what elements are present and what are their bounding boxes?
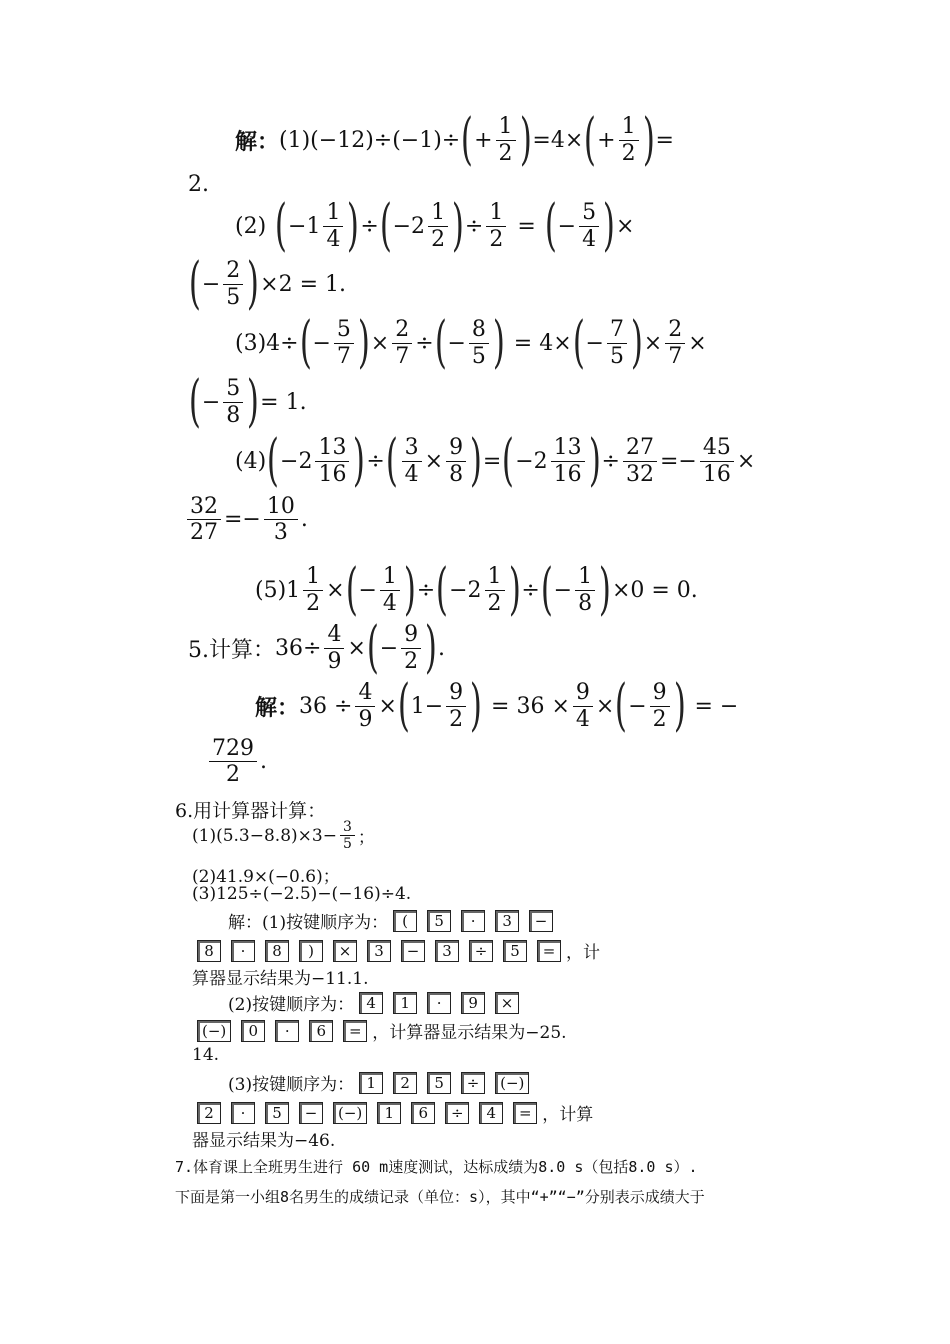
fraction: $\frac{27}{32}$ <box>623 435 657 487</box>
fraction: $\frac{2}{7}$ <box>392 317 412 369</box>
operator: ÷ <box>601 448 620 474</box>
calculator-key: − <box>299 1102 323 1124</box>
operator: ÷ <box>415 330 434 356</box>
fraction: $\frac{5}{7}$ <box>334 317 354 369</box>
expr-text: = <box>655 127 674 153</box>
fraction: $\frac{1}{2}$ <box>619 114 639 166</box>
paren-group: ( 1− $\frac{9}{2}$ ) <box>397 673 483 738</box>
solution-label: 解： <box>255 694 300 721</box>
sign: −2 <box>515 448 548 474</box>
sign: − <box>312 330 331 356</box>
calculator-key: 2 <box>393 1072 417 1094</box>
calculator-key: ÷ <box>445 1102 469 1124</box>
calculator-key: (−) <box>197 1020 231 1042</box>
paren-group: ( −2 $\frac{13}{16}$ ) <box>267 428 366 493</box>
expr-text: 2. <box>188 172 209 197</box>
sign: + <box>597 127 616 153</box>
fraction: $\frac{3}{4}$ <box>402 435 422 487</box>
result-text: 算器显示结果为−11.1. <box>192 969 369 989</box>
operator: ÷ <box>521 577 540 603</box>
result-text: 14. <box>192 1045 220 1065</box>
expr-text: (2)41.9×(−0.6)； <box>192 867 340 887</box>
calculator-key: × <box>495 992 519 1014</box>
calculator-key: = <box>513 1102 537 1124</box>
paren-group: ( −2 $\frac{1}{2}$ ) <box>379 193 465 258</box>
operator: ÷ <box>360 213 379 239</box>
calculator-key: − <box>529 910 553 932</box>
expr-text: (1)(−12)÷(−1)÷ <box>279 127 461 153</box>
fraction: $\frac{4}{9}$ <box>324 622 344 674</box>
calculator-key: · <box>427 992 451 1014</box>
q6-sol1 <box>228 908 558 933</box>
sign: − <box>628 693 647 719</box>
operator: × <box>643 330 663 356</box>
fraction: $\frac{1}{2}$ <box>428 200 448 252</box>
fraction: $\frac{9}{4}$ <box>573 680 593 732</box>
q6-sol3 <box>228 1070 534 1095</box>
fraction: $\frac{2}{7}$ <box>665 317 685 369</box>
fraction: $\frac{1}{4}$ <box>323 200 343 252</box>
item-number: (4) <box>235 448 267 474</box>
expr-text: (3)4÷ <box>235 330 299 356</box>
q6-sol3-result <box>192 1126 335 1151</box>
expr-text: =4× <box>532 127 584 153</box>
q4-line4 <box>235 428 756 493</box>
paren-group: ( − $\frac{2}{5}$ ) <box>188 251 260 316</box>
q5-statement <box>188 615 446 680</box>
paren-group: ( − $\frac{9}{2}$ ) <box>366 615 438 680</box>
paren-group: ( $\frac{3}{4}$ × $\frac{9}{8}$ ) <box>385 428 483 493</box>
calculator-key: (−) <box>495 1072 529 1094</box>
q4-line3 <box>235 310 707 375</box>
calculator-key: 3 <box>495 910 519 932</box>
paren-group: ( − $\frac{5}{8}$ ) <box>188 369 260 434</box>
paren-group: ( − $\frac{9}{2}$ ) <box>615 673 686 738</box>
fraction: $\frac{45}{16}$ <box>700 435 734 487</box>
q5-solution <box>255 673 739 738</box>
key-sequence-tail: ，计 <box>566 943 600 963</box>
operator: × <box>326 577 345 603</box>
expr-text: = 36 × <box>491 693 570 719</box>
q7-line2 <box>175 1186 705 1207</box>
key-sequence-label: 解：(1)按键顺序为： <box>228 913 389 933</box>
paren-group: ( − $\frac{7}{5}$ ) <box>572 310 643 375</box>
paren-group: ( −1 $\frac{1}{4}$ ) <box>275 193 360 258</box>
q6-sol3-keys <box>192 1100 593 1125</box>
expr-text: . <box>300 507 308 533</box>
q7-line1 <box>175 1156 698 1177</box>
q4-line4-cont <box>184 494 308 546</box>
fraction: $\frac{3}{5}$ <box>340 819 355 852</box>
calculator-key: 5 <box>427 910 451 932</box>
sign: − <box>358 577 377 603</box>
sign: − <box>201 271 221 297</box>
q6-part1 <box>192 819 375 852</box>
key-sequence-label: (2)按键顺序为： <box>228 995 355 1015</box>
q6-part3 <box>192 884 411 904</box>
operator: × <box>347 635 366 661</box>
fraction: $\frac{1}{2}$ <box>486 200 506 252</box>
question-text: 7.体育课上全班男生进行 60 m速度测试，达标成绩为8.0 s（包括8.0 s）. <box>175 1158 698 1176</box>
operator: ÷ <box>366 448 385 474</box>
expr-text: . <box>260 749 267 775</box>
expr-text: (3)125÷(−2.5)−(−16)÷4. <box>192 884 412 904</box>
fraction: $\frac{1}{4}$ <box>380 564 400 616</box>
fraction: $\frac{1}{2}$ <box>303 564 323 616</box>
fraction: $\frac{5}{8}$ <box>223 376 243 428</box>
calculator-key: 4 <box>359 992 383 1014</box>
fraction: $\frac{1}{8}$ <box>575 564 595 616</box>
sign: −2 <box>392 213 426 239</box>
question-label: 5.计算： <box>188 637 275 663</box>
result-text: 器显示结果为−46. <box>192 1131 336 1151</box>
expr-text: = − <box>694 693 739 719</box>
sign: −2 <box>280 448 313 474</box>
calculator-key: · <box>275 1020 299 1042</box>
key-sequence-label: (3)按键顺序为： <box>228 1075 355 1095</box>
q6-sol1-result <box>192 964 369 989</box>
paren-group: ( − $\frac{1}{4}$ ) <box>345 557 416 622</box>
calculator-key: − <box>401 940 425 962</box>
expr-text: (1)(5.3−8.8)×3− <box>192 825 337 846</box>
fraction: $\frac{32}{27}$ <box>187 494 221 546</box>
calculator-key: = <box>343 1020 367 1042</box>
expr-text: = 4× <box>513 330 572 356</box>
operator: × <box>378 693 397 719</box>
sign: −2 <box>449 577 482 603</box>
operator: × <box>688 330 707 356</box>
question-text: 下面是第一小组8名男生的成绩记录（单位：s），其中“+”“−”分别表示成绩大于 <box>175 1188 705 1206</box>
sign: − <box>557 213 577 239</box>
fraction: $\frac{9}{2}$ <box>401 622 421 674</box>
sign: − <box>585 330 604 356</box>
calculator-key: 1 <box>393 992 417 1014</box>
calculator-key: · <box>231 1102 255 1124</box>
calculator-key: 4 <box>479 1102 503 1124</box>
q4-line1-cont <box>188 172 209 197</box>
calculator-key: ÷ <box>469 940 493 962</box>
paren-group: ( −2 $\frac{13}{16}$ ) <box>502 428 601 493</box>
question-label: 6.用计算器计算： <box>175 800 327 822</box>
fraction: $\frac{10}{3}$ <box>264 494 298 546</box>
expr-text: 36÷ <box>275 635 322 661</box>
paren-group: ( + $\frac{1}{2}$ ) <box>584 107 655 172</box>
q6-sol2-keys <box>192 1018 567 1043</box>
calculator-key: 5 <box>265 1102 289 1124</box>
q4-line2-cont <box>188 251 346 316</box>
q4-line1 <box>235 107 674 172</box>
paren-group: ( − $\frac{8}{5}$ ) <box>434 310 505 375</box>
calculator-key: 9 <box>461 992 485 1014</box>
key-sequence-tail: ，计算 <box>542 1105 594 1125</box>
expr-text: (5)1 <box>255 577 301 603</box>
paren-group: ( −2 $\frac{1}{2}$ ) <box>436 557 521 622</box>
paren-group: ( + $\frac{1}{2}$ ) <box>461 107 532 172</box>
sign: −1 <box>288 213 321 239</box>
fraction: $\frac{13}{16}$ <box>551 435 585 487</box>
sign: − <box>447 330 466 356</box>
fraction: $\frac{8}{5}$ <box>469 317 489 369</box>
fraction: $\frac{2}{5}$ <box>223 258 243 310</box>
calculator-key: ÷ <box>461 1072 485 1094</box>
calculator-key: 1 <box>377 1102 401 1124</box>
calculator-key: × <box>333 940 357 962</box>
q6-sol2 <box>228 990 524 1015</box>
fraction: $\frac{1}{2}$ <box>496 114 516 166</box>
calculator-key: 8 <box>265 940 289 962</box>
sign: − <box>553 577 573 603</box>
expr-text: ×2 = 1. <box>260 271 346 297</box>
calculator-key: 8 <box>197 940 221 962</box>
q4-line5 <box>255 557 698 622</box>
solution-label: 解： <box>235 128 280 155</box>
calculator-key: · <box>231 940 255 962</box>
fraction: $\frac{9}{2}$ <box>650 680 670 732</box>
fraction: $\frac{4}{9}$ <box>355 680 375 732</box>
operator: = <box>482 448 502 474</box>
operator: × <box>370 330 390 356</box>
calculator-key: 6 <box>411 1102 435 1124</box>
calculator-key: (−) <box>333 1102 367 1124</box>
calculator-key: 2 <box>197 1102 221 1124</box>
q6-sol1-keys <box>192 938 600 963</box>
calculator-key: 3 <box>435 940 459 962</box>
calculator-key: 6 <box>309 1020 333 1042</box>
calculator-key: · <box>461 910 485 932</box>
calculator-key: 5 <box>427 1072 451 1094</box>
sign: − <box>201 389 221 415</box>
calculator-key: 5 <box>503 940 527 962</box>
operator: × <box>615 213 635 239</box>
calculator-key: ( <box>393 910 417 932</box>
operator: =− <box>224 507 261 533</box>
expr-text: ×0 = 0. <box>611 577 698 603</box>
fraction: $\frac{5}{4}$ <box>579 200 599 252</box>
calculator-key: = <box>537 940 561 962</box>
operator: ÷ <box>464 213 484 239</box>
sign: + <box>474 127 493 153</box>
expr-text: ； <box>357 828 375 849</box>
fraction: $\frac{729}{2}$ <box>209 736 257 788</box>
expr-text: 1− <box>410 693 444 719</box>
expr-text: = 1. <box>260 389 307 415</box>
fraction: $\frac{9}{8}$ <box>446 435 466 487</box>
q5-solution-cont <box>206 736 267 788</box>
operator: × <box>736 448 756 474</box>
operator: ÷ <box>416 577 436 603</box>
paren-group: ( − $\frac{5}{4}$ ) <box>544 193 616 258</box>
expr-text: 36 ÷ <box>299 693 353 719</box>
operator: × <box>424 448 444 474</box>
operator: = <box>517 213 536 239</box>
key-sequence-tail: ，计算器显示结果为−25. <box>372 1023 567 1043</box>
paren-group: ( − $\frac{5}{7}$ ) <box>299 310 370 375</box>
q4-line3-cont <box>188 369 307 434</box>
fraction: $\frac{13}{16}$ <box>315 435 349 487</box>
expr-text: . <box>438 635 446 661</box>
operator: × <box>595 693 615 719</box>
sign: − <box>379 635 399 661</box>
fraction: $\frac{9}{2}$ <box>446 680 466 732</box>
paren-group: ( − $\frac{1}{8}$ ) <box>540 557 612 622</box>
calculator-key: 0 <box>241 1020 265 1042</box>
q6-sol2-result <box>192 1045 219 1065</box>
fraction: $\frac{7}{5}$ <box>607 317 627 369</box>
q4-line2 <box>235 193 635 258</box>
fraction: $\frac{1}{2}$ <box>485 564 505 616</box>
calculator-key: ) <box>299 940 323 962</box>
calculator-key: 3 <box>367 940 391 962</box>
calculator-key: 1 <box>359 1072 383 1094</box>
operator: =− <box>659 448 697 474</box>
item-number: (2) <box>235 213 267 239</box>
